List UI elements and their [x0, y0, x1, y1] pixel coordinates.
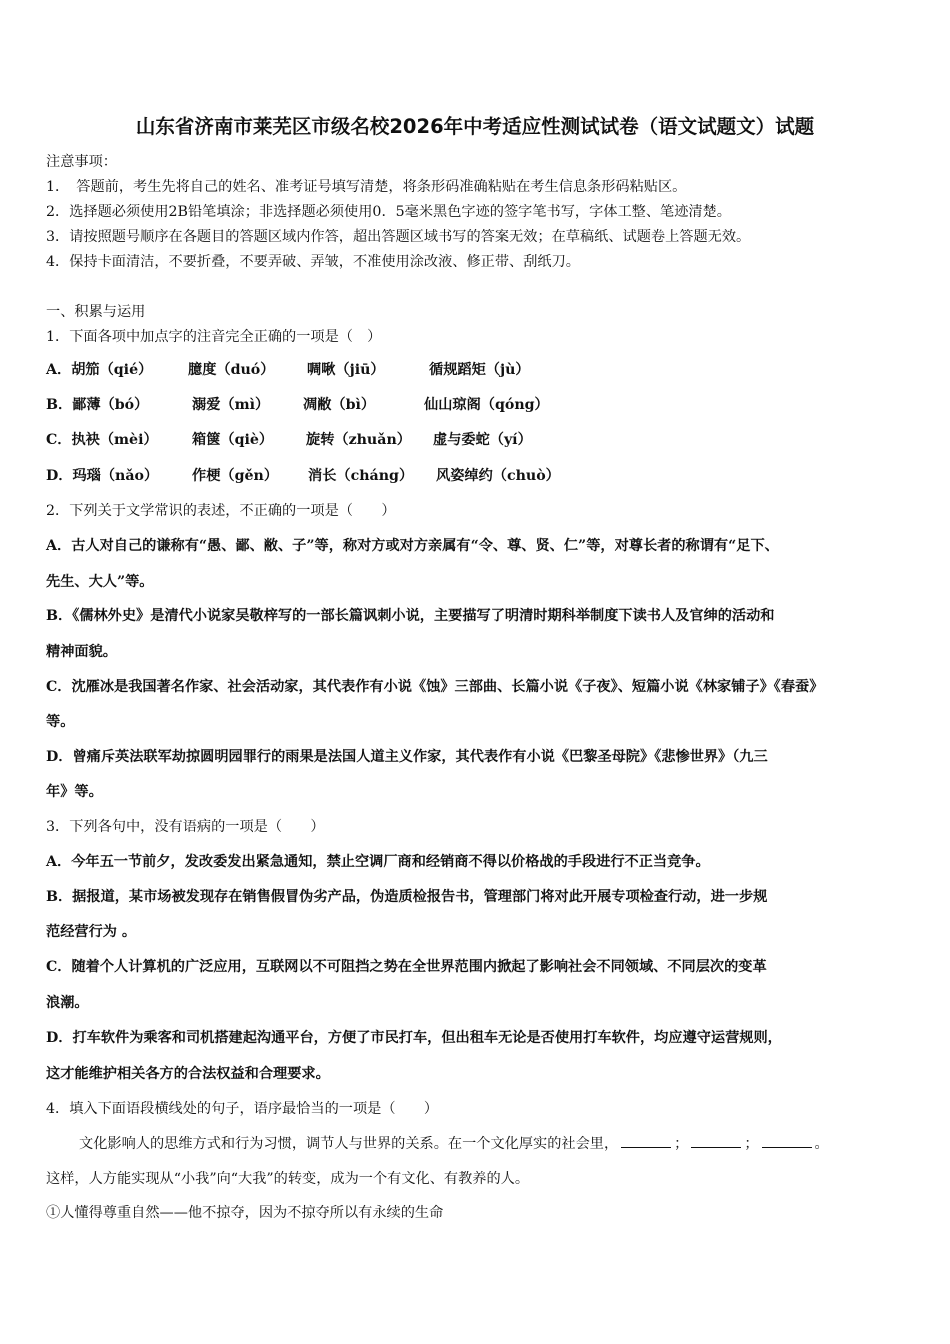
q4-sep: ； — [674, 1136, 689, 1152]
q1-a-word: 臆度（duó） — [188, 362, 275, 378]
q2-option-a: A．古人对自己的谦称有“愚、鄙、敝、子”等，称对方或对方亲属有“令、尊、贤、仁”等，对尊长者的称谓有“足下、 — [46, 538, 779, 554]
q3-option-d-cont: 这才能维护相关各方的合法权益和合理要求。 — [46, 1066, 330, 1082]
q1-b-word: 溺爱（mì） — [192, 397, 270, 413]
q4-stem: 4．填入下面语段横线处的句子，语序最恰当的一项是（ ） — [46, 1101, 439, 1117]
q2-option-d: D．曾痛斥英法联军劫掠圆明园罪行的雨果是法国人道主义作家，其代表作有小说《巴黎圣母院》《悲惨世界》（九三 — [46, 749, 768, 765]
answer-blank — [691, 1133, 741, 1148]
q1-option-d — [46, 466, 560, 486]
q2-option-b: B．《儒林外史》是清代小说家吴敬梓写的一部长篇讽刺小说，主要描写了明清时期科举制度下读书人及官绅的活动和 — [46, 608, 775, 624]
answer-blank — [621, 1133, 671, 1148]
q1-d-word: 消长（cháng） — [308, 468, 414, 484]
notice-item: 3．请按照题号顺序在各题目的答题区域内作答，超出答题区域书写的答案无效；在草稿纸、试题卷上答题无效。 — [46, 229, 751, 245]
q1-b-word: B．鄙薄（bó） — [46, 397, 149, 413]
q1-d-word: D．玛瑙（nǎo） — [46, 468, 159, 484]
q3-option-d: D．打车软件为乘客和司机搭建起沟通平台，方便了市民打车，但出租车无论是否使用打车软件，均应遵守运营规则， — [46, 1030, 782, 1046]
q3-option-c: C．随着个人计算机的广泛应用，互联网以不可阻挡之势在全世界范围内掀起了影响社会不同领域、不同层次的变革 — [46, 959, 767, 975]
notice-item: 4．保持卡面清洁，不要折叠，不要弄破、弄皱，不准使用涂改液、修正带、刮纸刀。 — [46, 254, 580, 270]
q4-end: 。 — [814, 1136, 829, 1152]
q2-option-d-cont: 年》等。 — [46, 784, 103, 800]
q3-option-a: A．今年五一节前夕，发改委发出紧急通知，禁止空调厂商和经销商不得以价格战的手段进行不正当竞争。 — [46, 854, 710, 870]
q4-paragraph-text: 文化影响人的思维方式和行为习惯，调节人与世界的关系。在一个文化厚实的社会里， — [79, 1136, 619, 1152]
q1-option-b — [46, 395, 549, 415]
q2-option-c: C．沈雁冰是我国著名作家、社会活动家，其代表作有小说《蚀》三部曲、长篇小说《子夜》、短篇小说《林家铺子》《春蚕》 — [46, 679, 824, 695]
q1-a-word: 循规蹈矩（jù） — [429, 362, 530, 378]
q1-b-word: 凋敝（bì） — [303, 397, 376, 413]
q3-option-b-cont: 范经营行为 。 — [46, 924, 137, 940]
q1-option-a — [46, 360, 530, 380]
q3-stem: 3．下列各句中，没有语病的一项是（ ） — [46, 819, 325, 835]
q1-option-c — [46, 430, 532, 450]
q2-option-c-cont: 等。 — [46, 714, 75, 730]
notice-heading: 注意事项： — [46, 154, 117, 170]
q4-paragraph — [79, 1133, 829, 1154]
q1-c-word: 旋转（zhuǎn） — [306, 432, 411, 448]
page-title: 山东省济南市莱芜区市级名校2026年中考适应性测试试卷（语文试题文）试题 — [135, 115, 815, 138]
q1-c-word: 箱箧（qiè） — [192, 432, 274, 448]
q1-c-word: 虚与委蛇（yí） — [433, 432, 532, 448]
notice-item: 2．选择题必须使用2B铅笔填涂；非选择题必须使用0．5毫米黑色字迹的签字笔书写，字体工整、笔迹清楚。 — [46, 204, 731, 220]
q4-paragraph-cont: 这样，人方能实现从“小我”向“大我”的转变，成为一个有文化、有教养的人。 — [46, 1171, 530, 1187]
answer-blank — [762, 1133, 812, 1148]
q1-d-word: 风姿绰约（chuò） — [436, 468, 560, 484]
q1-a-word: A．胡笳（qié） — [46, 362, 153, 378]
q1-a-word: 啁啾（jiū） — [307, 362, 385, 378]
q4-item-1: ①人懂得尊重自然——他不掠夺，因为不掠夺所以有永续的生命 — [46, 1205, 444, 1221]
section-heading: 一、积累与运用 — [46, 304, 146, 320]
q1-c-word: C．执袂（mèi） — [46, 432, 158, 448]
q4-sep: ； — [744, 1136, 759, 1152]
q2-option-b-cont: 精神面貌。 — [46, 644, 117, 660]
q1-b-word: 仙山琼阁（qóng） — [424, 397, 549, 413]
q3-option-c-cont: 浪潮。 — [46, 995, 89, 1011]
q3-option-b: B．据报道，某市场被发现存在销售假冒伪劣产品，伪造质检报告书，管理部门将对此开展专项检查行动，进一步规 — [46, 889, 768, 905]
notice-item: 1． 答题前，考生先将自己的姓名、准考证号填写清楚，将条形码准确粘贴在考生信息条形码粘贴区。 — [46, 179, 687, 195]
q2-option-a-cont: 先生、大人”等。 — [46, 574, 154, 590]
q1-d-word: 作梗（gěn） — [192, 468, 279, 484]
q2-stem: 2．下列关于文学常识的表述，不正确的一项是（ ） — [46, 503, 396, 519]
q1-stem: 1．下面各项中加点字的注音完全正确的一项是（ ） — [46, 329, 382, 345]
